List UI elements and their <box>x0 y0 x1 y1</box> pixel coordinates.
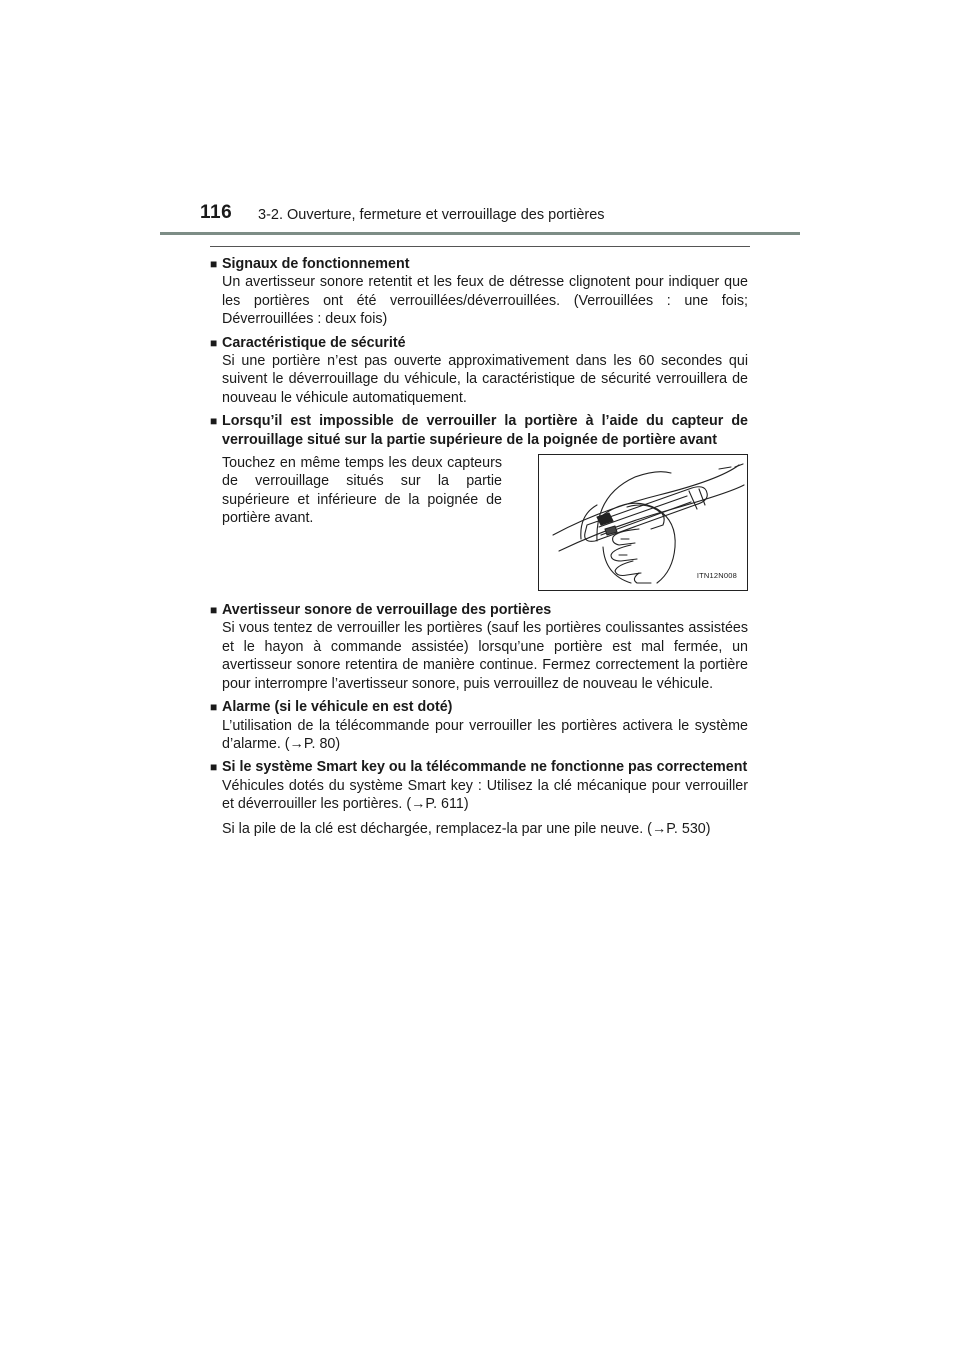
page-content <box>210 255 748 843</box>
item-heading: Alarme (si le véhicule en est doté) <box>222 699 453 716</box>
square-bullet-icon: ■ <box>210 760 218 775</box>
item-heading: Caractéristique de sécurité <box>222 334 406 351</box>
section-operation-signals <box>210 255 748 329</box>
figure-code: ITN12N008 <box>696 570 737 580</box>
section-lock-sensor-failure <box>210 412 748 591</box>
square-bullet-icon: ■ <box>210 603 218 618</box>
item-paragraph: Véhicules dotés du système Smart key : Utilisez la clé mécanique pour verrouiller et déverrouiller les portières. (→P. 611) <box>222 777 748 813</box>
section-safety-feature <box>210 334 748 408</box>
item-heading: Si le système Smart key ou la télécommande ne fonctionne pas correctement <box>222 759 748 776</box>
item-paragraph: L’utilisation de la télécommande pour verrouiller les portières activera le système d’alarme. (→P. 80) <box>222 717 748 752</box>
section-smart-key-failure <box>210 758 748 838</box>
item-paragraph: Si une portière n’est pas ouverte approximativement dans les 60 secondes qui suivent le déverrouillage du véhicule, la caractéristique de sécurité verrouillera de nouveau le véhicule automatiquement. <box>222 353 748 406</box>
door-handle-illustration <box>538 454 748 591</box>
item-heading: Signaux de fonctionnement <box>222 256 410 272</box>
square-bullet-icon: ■ <box>210 335 218 350</box>
item-heading: Lorsqu’il est impossible de verrouiller la portière à l’aide du capteur de verrouillage situé sur la partie supérieure de la poignée de portière avant <box>222 413 748 448</box>
square-bullet-icon: ■ <box>210 257 218 271</box>
section-alarm <box>210 698 748 753</box>
content-rule <box>210 246 750 247</box>
item-heading: Avertisseur sonore de verrouillage des portières <box>222 602 552 619</box>
square-bullet-icon: ■ <box>210 700 218 715</box>
item-paragraph: Si vous tentez de verrouiller les portières (sauf les portières coulissantes assistées et le hayon à commande assistée) lorsqu’une portière est mal fermée, un avertisseur sonore retentira de manière continue. Fermez correctement la portière pour interrompre l’avertisseur sonore, puis verrouillez de nouveau le véhicule. <box>222 620 748 692</box>
figure-caption-text: Touchez en même temps les deux capteurs de verrouillage situés sur la partie supérieure et inférieure de la poignée de portière avant. <box>222 455 502 527</box>
square-bullet-icon: ■ <box>210 414 218 429</box>
page-number: 116 <box>200 202 233 223</box>
item-paragraph: Un avertisseur sonore retentit et les feux de détresse clignotent pour indiquer que les portières ont été verrouillées/déverrouillées. (Verrouillées : une fois; Déverrouillées : deux fois) <box>222 274 748 328</box>
header-rule <box>160 232 800 235</box>
section-door-lock-buzzer <box>210 601 748 693</box>
section-title: 3-2. Ouverture, fermeture et verrouillage des portières <box>258 207 605 223</box>
item-paragraph: Si la pile de la clé est déchargée, remplacez-la par une pile neuve. (→P. 530) <box>222 820 711 837</box>
